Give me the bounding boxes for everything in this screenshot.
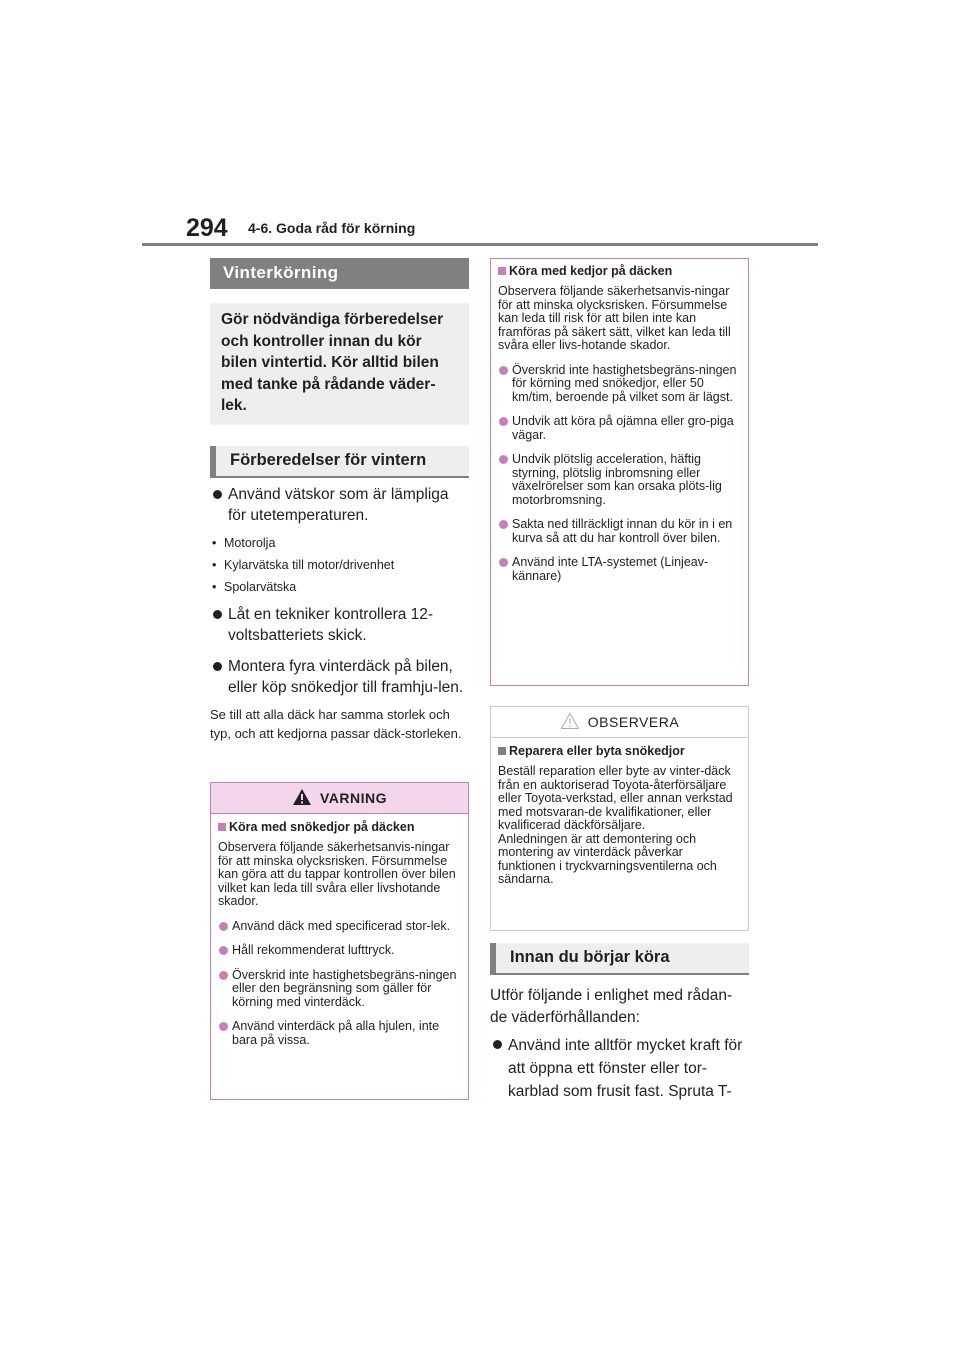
intro-box: Gör nödvändiga förberedelser och kontroller innan du kör bilen vintertid. Kör alltid bilen med tanke på rådande väder-lek. (210, 303, 469, 425)
warning-box-continued (490, 258, 749, 686)
warning-chains-bullet: Överskrid inte hastighetsbegräns-ningen för körning med snökedjor, eller 50 km/tim, beroende på vilket som är lägst. (498, 364, 740, 405)
warning-bullet: Använd vinterdäck på alla hjulen, inte bara på vissa. (218, 1020, 460, 1047)
warning-chains-title: Köra med kedjor på däcken (498, 264, 740, 279)
caution-body: Beställ reparation eller byte av vinter-däck från en auktoriserad Toyota-återförsäljare eller Toyota-verkstad, eller annan verkstad med motsvaran-de kvalifikationer, eller kvalificerad däckförsäljare. (498, 764, 733, 832)
warning-chains-body: Observera följande säkerhetsanvis-ningar för att minska olycksrisken. Försummelse kan leda till risk för att bilen inte kan framföras på säkert sätt, vilket kan leda till svåra eller livs-hotande skador. (498, 284, 731, 352)
warning-triangle-icon (292, 788, 312, 809)
warning-title: Köra med snökedjor på däcken (218, 820, 460, 835)
caution-box (490, 706, 749, 931)
warning-bullet: Överskrid inte hastighetsbegräns-ningen eller den begränsning som gäller för körning med vinterdäck. (218, 969, 460, 1010)
sub-bullet-motorolja: • Motorolja (210, 536, 469, 551)
caution-body-reason: Anledningen är att demontering och montering av vinterdäck påverkar funktionen i tryckvarningsventilerna och sändarna. (498, 831, 717, 886)
section-title: 4-6. Goda råd för körning (248, 220, 416, 236)
bullet-battery: Låt en tekniker kontrollera 12-voltsbatteriets skick. (210, 604, 469, 647)
sub-bullet-kylarvatska: • Kylarvätska till motor/drivenhet (210, 558, 469, 573)
heading-forberedelser: Förberedelser för vintern (210, 446, 469, 478)
heading-innan-du-borjar: Innan du börjar köra (490, 943, 749, 975)
bullet-frozen-window: Använd inte alltför mycket kraft för att öppna ett fönster eller tor-karblad som frusit fast. Spruta T- (490, 1034, 749, 1103)
warning-chains-bullet: Använd inte LTA-systemet (Linjeav-kännare) (498, 556, 740, 583)
caution-triangle-icon (560, 712, 580, 733)
warning-box (210, 782, 469, 1100)
bullet-fluids: Använd vätskor som är lämpliga för utetemperaturen. (210, 484, 469, 527)
warning-chains-bullet: Sakta ned tillräckligt innan du kör in i en kurva så att du har kontroll över bilen. (498, 518, 740, 545)
left-column (210, 258, 469, 743)
warning-chains-bullet: Undvik att köra på ojämna eller gro-piga vägar. (498, 415, 740, 442)
caution-header (491, 707, 748, 738)
bullet-tires: Montera fyra vinterdäck på bilen, eller köp snökedjor till framhju-len. (210, 656, 469, 699)
note-tire-size: Se till att alla däck har samma storlek och typ, och att kedjorna passar däck-storleken. (210, 706, 462, 741)
page-number: 294 (186, 214, 228, 242)
sub-bullet-spolarvatska: • Spolarvätska (210, 580, 469, 595)
warning-bullet: Håll rekommenderat lufttryck. (218, 944, 460, 958)
header-divider (142, 243, 818, 246)
caution-title: Reparera eller byta snökedjor (498, 744, 740, 759)
caution-label: OBSERVERA (587, 714, 680, 730)
warning-bullet: Använd däck med specificerad stor-lek. (218, 920, 460, 934)
warning-label: VARNING (319, 790, 388, 806)
paragraph-weather: Utför följande i enlighet med rådan-de väderförhållanden: (490, 987, 733, 1026)
heading-vinterkorning: Vinterkörning (210, 258, 469, 289)
warning-header (211, 783, 468, 814)
warning-chains-bullet: Undvik plötslig acceleration, häftig styrning, plötslig inbromsning eller växelrörelser som kan orsaka plöts-lig motorbromsning. (498, 453, 740, 507)
warning-body: Observera följande säkerhetsanvis-ningar för att minska olycksrisken. Försummelse kan göra att du tappar kontrollen över bilen vilket kan leda till svåra eller livshotande skador. (218, 840, 456, 908)
right-column-bottom (490, 943, 749, 1103)
